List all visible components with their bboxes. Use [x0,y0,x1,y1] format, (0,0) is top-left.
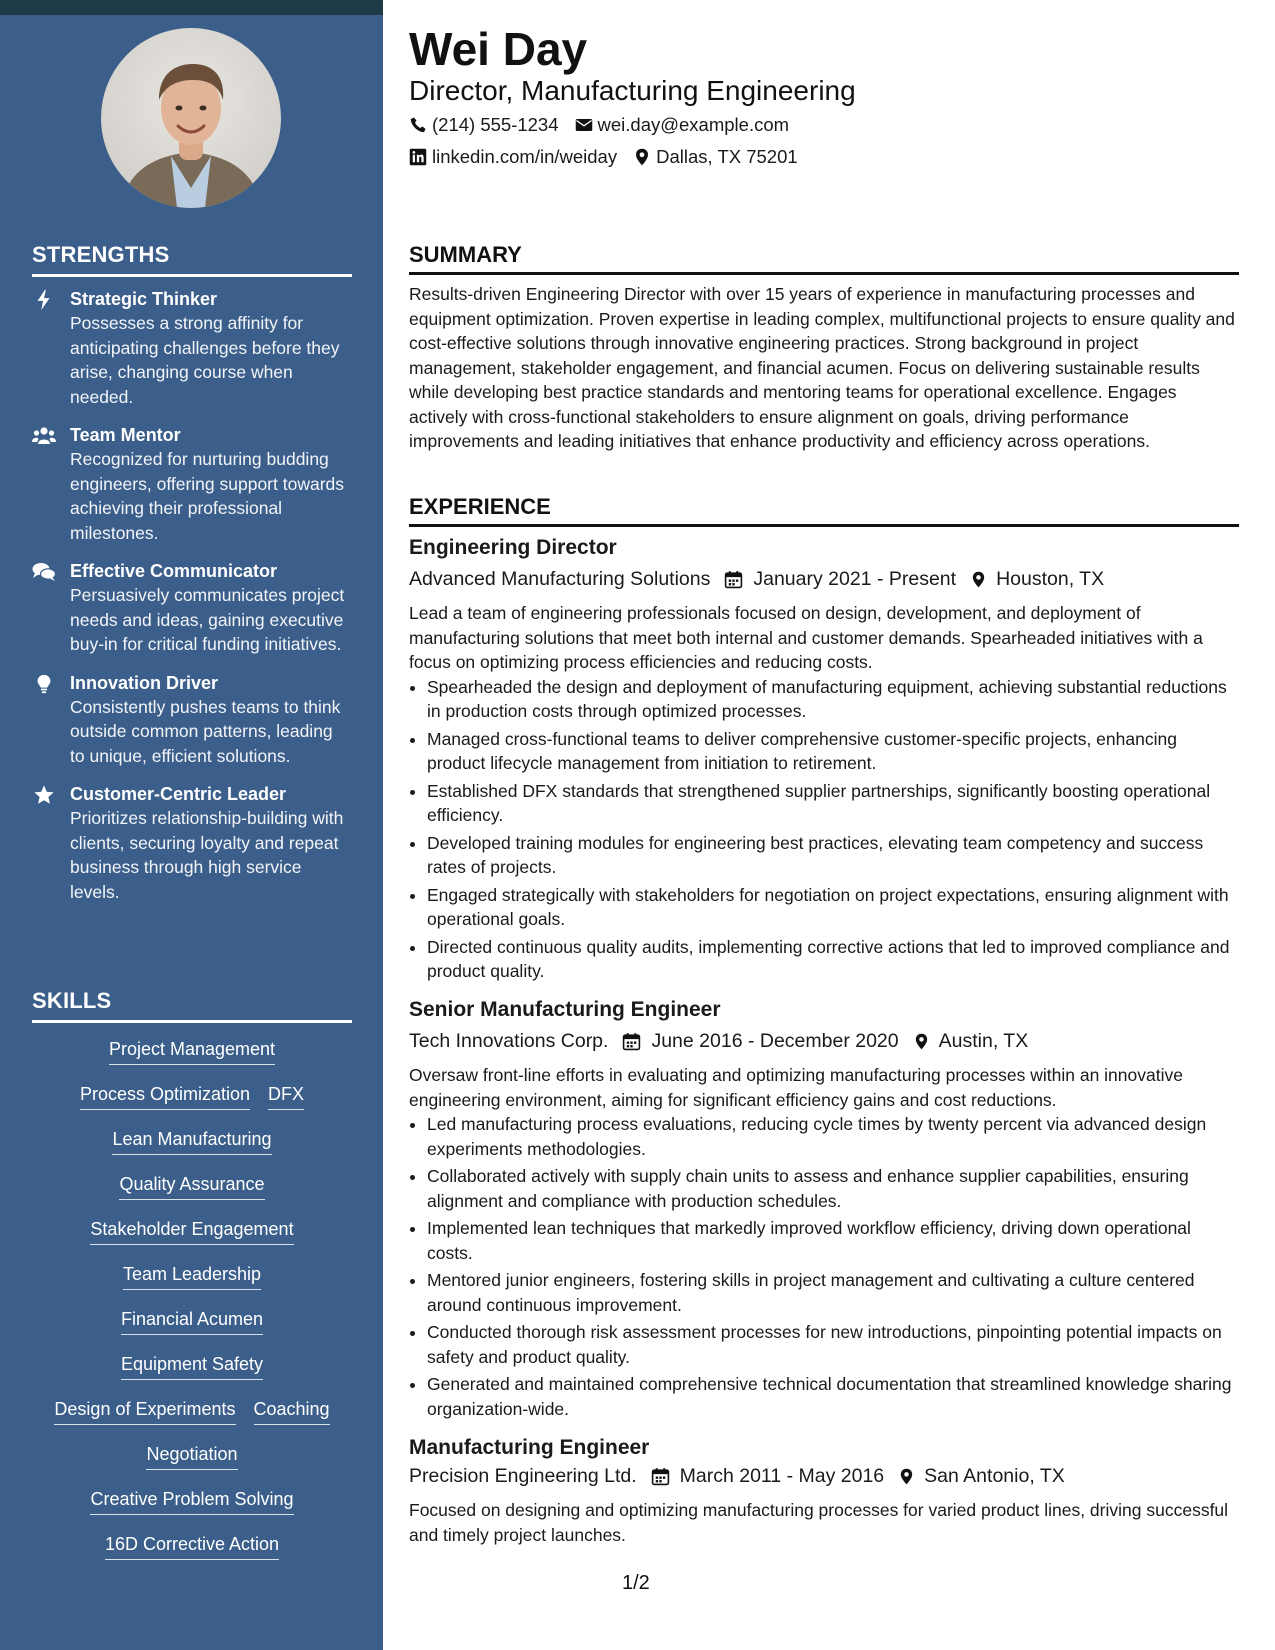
contact-row-1 [409,113,789,137]
phone-icon [409,116,427,134]
candidate-title: Director, Manufacturing Engineering [409,75,856,106]
calendar-icon [622,1032,641,1051]
calendar-icon [651,1467,670,1486]
job-entry [409,996,1239,1424]
job-dates: March 2011 - May 2016 [679,1465,885,1487]
lightbulb-icon [32,673,56,695]
strength-item [32,559,352,657]
job-company: Advanced Manufacturing Solutions [409,568,711,590]
skill-tag: Project Management [109,1037,275,1065]
page-number: 1/2 [622,1572,650,1594]
envelope-icon [575,116,593,134]
list-item: • Managed cross-functional teams to deliver comprehensive customer-specific projects, enhancing product lifecycle management from initiation to retirement. [427,727,1239,776]
strength-desc: Possesses a strong affinity for anticipating challenges before they arise, changing course when needed. [70,313,340,407]
job-meta [409,1462,1239,1490]
skills-section [32,988,352,1577]
strengths-section [32,242,352,904]
location-text: Dallas, TX 75201 [656,146,798,167]
list-item: • Mentored junior engineers, fostering skills in project management and cultivating a culture centered around continuous improvement. [427,1268,1239,1317]
skills-list [32,1023,352,1577]
strength-item [32,423,352,545]
list-item: • Collaborated actively with supply chain units to assess and enhance supplier capabilities, ensuring alignment and compliance with production schedules. [427,1164,1239,1213]
list-item: • Directed continuous quality audits, implementing corrective actions that led to improved compliance and product quality. [427,935,1239,984]
bolt-icon [32,289,56,311]
calendar-icon [724,570,743,589]
job-dates: January 2021 - Present [753,568,957,590]
linkedin-icon [409,148,427,166]
job-company: Tech Innovations Corp. [409,1030,609,1052]
chat-icon [32,561,56,583]
job-meta [409,1027,1239,1055]
candidate-name: Wei Day [409,23,588,75]
job-entry [409,1434,1239,1547]
job-title: Senior Manufacturing Engineer [409,998,721,1021]
strength-title: Strategic Thinker [70,289,218,309]
map-pin-icon [970,570,987,589]
list-item: • Spearheaded the design and deployment of manufacturing equipment, achieving substantial reductions in production costs through optimized processes. [427,675,1239,724]
skill-tag: Coaching [254,1397,330,1425]
job-meta [409,565,1239,593]
list-item: • Established DFX standards that strengthened supplier partnerships, significantly boosting operational efficiency. [427,779,1239,828]
skill-tag: DFX [268,1082,304,1110]
job-location: Houston, TX [996,568,1105,590]
skill-tag: Financial Acumen [121,1307,263,1335]
skill-tag: Quality Assurance [119,1172,264,1200]
experience-heading: EXPERIENCE [409,494,1239,527]
skill-tag: Equipment Safety [121,1352,263,1380]
job-dates: June 2016 - December 2020 [651,1030,899,1052]
skill-tag: Creative Problem Solving [90,1487,293,1515]
skill-tag: Stakeholder Engagement [90,1217,293,1245]
skill-tag: Process Optimization [80,1082,250,1110]
skill-tag: Team Leadership [123,1262,261,1290]
strength-title: Team Mentor [70,425,181,445]
summary-text: Results-driven Engineering Director with over 15 years of experience in manufacturing processes and equipment optimization. Proven expertise in leading complex, multifunctional projects to ensure quality and cost-effective solutions through innovative engineering practices. Strong background in project management, stakeholder engagement, and financial acumen. Focus on delivering sustainable results while developing best practice standards and mentoring teams for operational excellence. Engages actively with cross-functional stakeholders to ensure alignment on goals, driving performance improvements and leading initiatives that enhance productivity and efficiency across operations. [409,284,1235,451]
strength-desc: Prioritizes relationship-building with clients, securing loyalty and repeat business through high service levels. [70,808,344,902]
list-item: • Developed training modules for engineering best practices, elevating team competency and success rates of projects. [427,831,1239,880]
strength-item [32,782,352,904]
strength-item [32,671,352,769]
skill-tag: Lean Manufacturing [112,1127,271,1155]
star-icon [32,784,56,806]
profile-photo [101,28,281,208]
list-item: • Led manufacturing process evaluations, reducing cycle times by twenty percent via advanced design experiments methodologies. [427,1112,1239,1161]
strength-title: Effective Communicator [70,561,278,581]
strength-title: Customer-Centric Leader [70,784,287,804]
contact-linkedin[interactable] [409,145,617,169]
summary-heading: SUMMARY [409,242,1239,275]
job-description: Oversaw front-line efforts in evaluating and optimizing manufacturing processes within an innovative engineering environment, aiming for significant efficiency gains and cost reductions. [409,1065,1183,1110]
job-location: San Antonio, TX [924,1465,1065,1487]
job-company: Precision Engineering Ltd. [409,1465,637,1487]
job-location: Austin, TX [938,1030,1029,1052]
list-item: • Engaged strategically with stakeholders for negotiation on project expectations, ensuring alignment with operational goals. [427,883,1239,932]
job-description: Focused on designing and optimizing manufacturing processes for varied product lines, driving successful and timely project launches. [409,1500,1229,1545]
linkedin-text: linkedin.com/in/weiday [432,146,618,167]
skills-heading: SKILLS [32,988,352,1023]
map-pin-icon [898,1467,915,1486]
job-entry [409,534,1239,987]
skill-tag: Design of Experiments [54,1397,235,1425]
strength-item [32,287,352,409]
list-item: • Implemented lean techniques that markedly improved workflow efficiency, driving down operational costs. [427,1216,1239,1265]
phone-text: (214) 555-1234 [432,114,559,135]
contact-phone[interactable] [409,113,559,137]
map-pin-icon [633,148,651,166]
map-pin-icon [913,1032,930,1051]
email-text: wei.day@example.com [597,114,790,135]
contact-email[interactable] [575,113,790,137]
strength-desc: Persuasively communicates project needs and ideas, gaining executive buy-in for critical funding initiatives. [70,585,345,654]
skill-tag: Negotiation [146,1442,237,1470]
job-title: Engineering Director [409,536,617,559]
contact-location [633,145,798,169]
strength-desc: Consistently pushes teams to think outside common patterns, leading to unique, efficient solutions. [70,696,341,766]
list-item: • Generated and maintained comprehensive technical documentation that streamlined knowledge sharing organization-wide. [427,1372,1239,1421]
sidebar-top-bar [0,0,383,15]
job-bullets [409,1112,1239,1421]
sidebar [0,0,383,1650]
skill-tag: 16D Corrective Action [105,1532,279,1560]
job-bullets [409,675,1239,984]
strengths-heading: STRENGTHS [32,242,352,277]
strength-title: Innovation Driver [70,672,219,693]
contact-row-2 [409,145,798,169]
job-description: Lead a team of engineering professionals focused on design, development, and deployment of manufacturing solutions that meet both internal and customer demands. Spearheaded initiatives with a focus on optimizing process efficiencies and reducing costs. [409,603,1203,672]
strength-desc: Recognized for nurturing budding engineers, offering support towards achieving their professional milestones. [70,449,345,543]
users-icon [32,425,56,447]
list-item: • Conducted thorough risk assessment processes for new introductions, pinpointing potential impacts on safety and product quality. [427,1320,1239,1369]
job-title: Manufacturing Engineer [409,1436,650,1459]
